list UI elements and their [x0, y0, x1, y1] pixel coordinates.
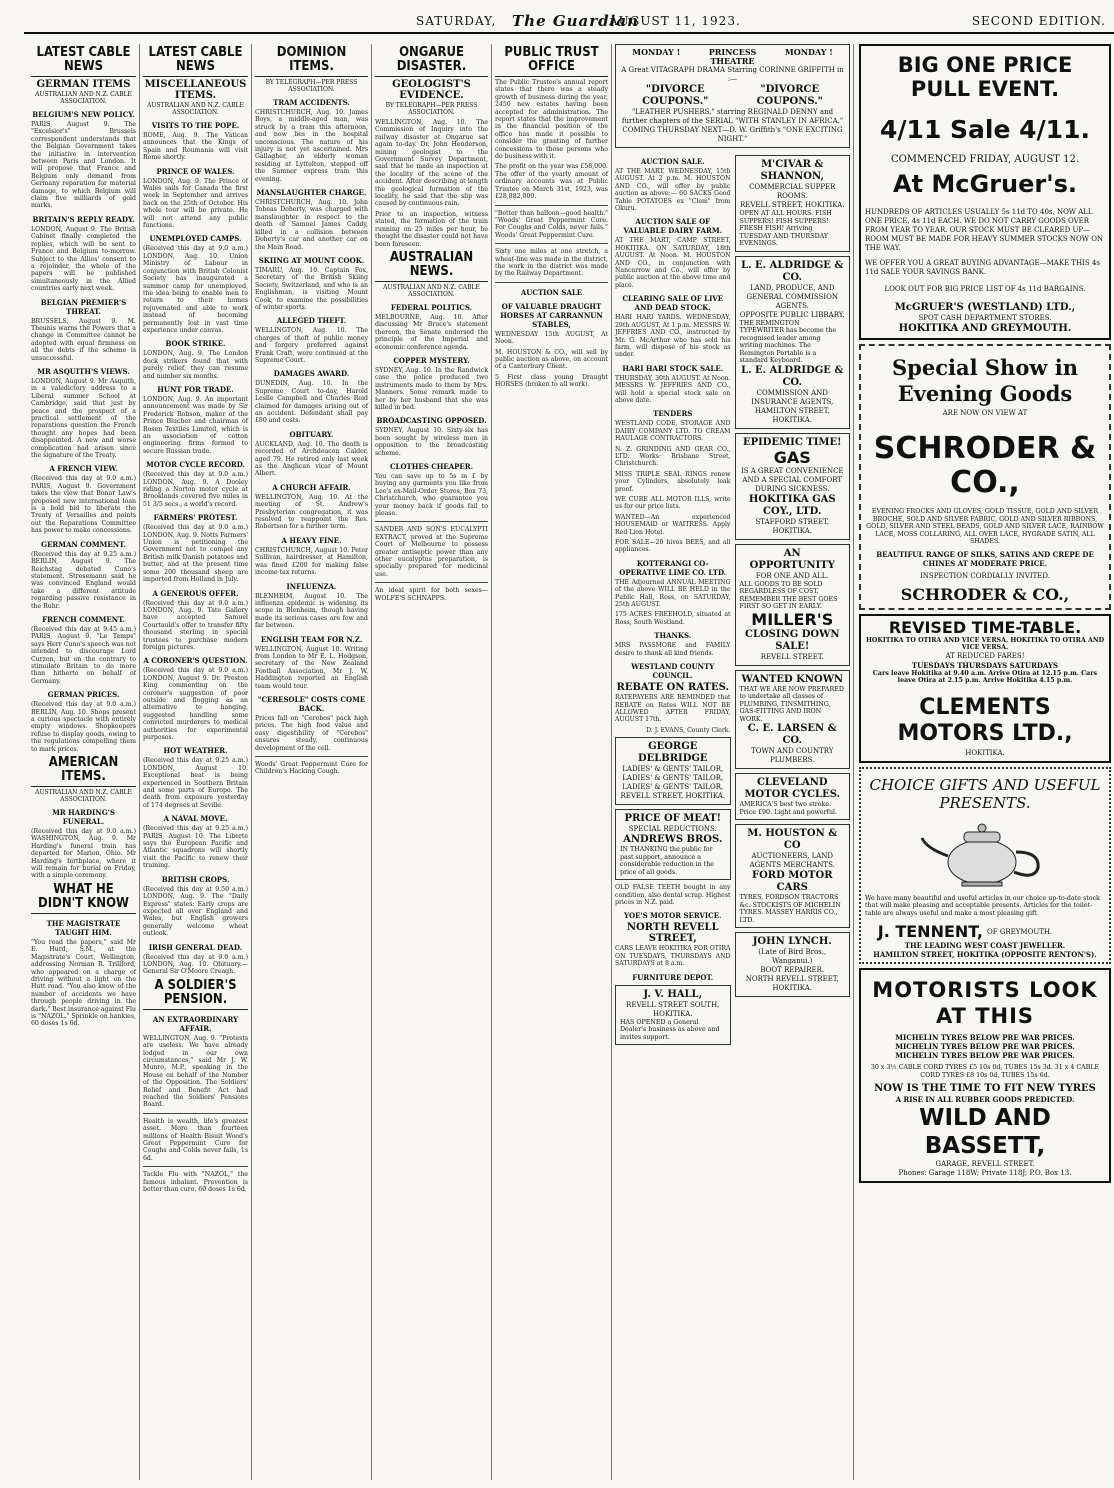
col1-s1: BELGIUM'S NEW POLICY. — [32, 110, 135, 119]
schroder-firm: SCHRODER & CO., — [873, 431, 1097, 500]
col3-s8: A HEAVY FINE. — [281, 535, 342, 545]
col3-s3: SKIING AT MOUNT COOK. — [258, 255, 365, 265]
schroder-ad — [859, 344, 1111, 610]
col1-s2: BRITAIN'S REPLY READY. — [32, 214, 135, 224]
rubber-rise: A RISE IN ALL RUBBER GOODS PREDICTED. — [895, 1095, 1075, 1104]
masthead — [24, 10, 1114, 34]
a14-sig: D. J. EVANS, County Clerk. — [646, 726, 731, 734]
meat-text: IN THANKING the public for past support, announce a considerable reduction in the price of all goods. — [620, 846, 715, 876]
col2-rule2 — [143, 1166, 248, 1167]
column-3 — [252, 44, 372, 1480]
mcivor-addr: REVELL STREET, HOKITIKA. — [739, 201, 845, 209]
col2-t2: LONDON, Aug. 9. The Prince of Wales sails for Canada the first week in September and arrives back on the 25th of October. His whole tour will be private. He will not attend any public functions. — [143, 177, 248, 230]
motorists-title: MOTORISTS LOOK AT THIS — [872, 978, 1098, 1028]
col1-s9: MR HARDING'S FUNERAL. — [52, 808, 115, 827]
col4-t3: MELBOURNE, Aug. 10. After discussing Mr Bruce's statement thereon, the Senate endorsed the principle of the Imperial and economic conference agenda. — [375, 313, 488, 351]
col5-t3: "Better than balloon—good health." "Woods' Great Peppermint Cure. For Coughs and Colds, never fails." Woods' Great Peppermint Cure. — [495, 209, 608, 239]
lynch-name: JOHN LYNCH. — [752, 936, 832, 947]
col1-head: LATEST CABLE NEWS — [31, 46, 136, 77]
col2-s6: MOTOR CYCLE RECORD. — [145, 460, 245, 470]
column-4 — [372, 44, 492, 1480]
cycle-head: CLEVELAND MOTOR CYCLES. — [744, 777, 841, 800]
col5-rule — [495, 205, 608, 206]
millers-sub: FOR ONE AND ALL. — [755, 571, 829, 580]
col2-rule — [143, 1113, 248, 1114]
a13-head: THANKS. — [654, 631, 692, 641]
col5-head: PUBLIC TRUST OFFICE — [495, 46, 608, 77]
hall-text: HAS OPENED a General Dealer's business as above and invites support. — [620, 1018, 720, 1041]
col4-credit2: AUSTRALIAN AND N.Z. CABLE ASSOCIATION. — [383, 283, 480, 298]
col2-s1: VISITS TO THE POPE. — [151, 121, 240, 130]
mcgruer-at: At McGruer's. — [893, 170, 1077, 198]
col1-t4: LONDON, August 9. Mr Asquith, in a valedictory address to a Liberal summer School at Cambridge, said that just by peace and the prospect of a practical settlement of the reparations question the French thought any hopes had been disappointed. A new and worse complication had arisen since the signature of the Treaty. — [31, 377, 136, 460]
larsen-name: C. E. LARSEN & CO. — [747, 723, 837, 746]
wild-bassett-addr: GARAGE, REVELL STREET. — [935, 1160, 1035, 1168]
mcgruer-firm: McGRUER'S (WESTLAND) LTD., — [894, 302, 1076, 313]
clements-town: HOKITIKA. — [965, 748, 1005, 757]
theatre-line2: "LEATHER PUSHERS," starring REGINALD DENNY and further chapters of the SERIAL "WITH STANLEY IN AFRICA." — [621, 108, 844, 125]
mcgruer-ad — [859, 44, 1111, 340]
col2-t6: (Received this day at 9.0 a.m.) LONDON, Aug. 9. A Dooley riding a Norton motor cycle at Brooklands covered five miles in 51 3/5 secs., a world's record. — [143, 471, 248, 508]
a3-head: CLEARING SALE OF LIVE AND DEAD STOCK. — [622, 294, 724, 313]
col5-s1: OF VALUABLE DRAUGHT HORSES AT CARRANNUN STABLES, — [500, 301, 603, 329]
col5-rule3 — [495, 282, 608, 283]
col2-t4: LONDON, Aug. 9. The London dock strikers found that with purely relief, they can resume and number six months. — [143, 350, 248, 380]
col3-s6: OBITUARY. — [289, 429, 334, 439]
col1-s5: A FRENCH VIEW. — [49, 464, 118, 474]
mcivor-text: OPEN AT ALL HOURS. FISH SUPPERS! FISH SUPPERS! FRESH FISH! Arriving TUESDAY AND THURSDAY EVENINGS. — [739, 210, 832, 247]
tyre-prices: 30 x 3½ CABLE CORD TYRES £5 10s 0d, TUBES 15s 3d. 31 x 4 CABLE CORD TYRES £8 10s 0d, TUBES 15s 6d. — [870, 1064, 1100, 1079]
larsen-head: WANTED KNOWN — [741, 673, 844, 685]
clements-times: Cars leave Hokitika at 9.40 a.m. Arrive Otira at 12.15 p.m. Cars leave Otira at 2.15 p.m. Arrive Hokitika 4.15 p.m. — [872, 669, 1098, 684]
col3-s4: ALLEGED THEFT. — [276, 316, 347, 326]
col3-t2: CHRISTCHURCH, Aug. 10. John Tobeas Doherty, was charged with manslaughter in respect to the death of Samuel James Caddy, killed in a collision between Doherty's car and another car on the Main Road. — [255, 199, 368, 251]
tennent-addr: HAMILTON STREET, HOKITIKA (OPPOSITE RENTON'S). — [873, 950, 1097, 959]
col2-s5: HUNT FOR TRADE. — [157, 384, 234, 394]
col2-s7: FARMERS' PROTEST. — [153, 513, 238, 523]
theatre-line3: COMING THURSDAY NEXT—D. W. Griffith's "ONE EXCITING NIGHT." — [622, 126, 843, 143]
col1-t5: (Received this day at 9.0 a.m.) PARIS, August 9. Government takes the view that Bonar Law's proposed new international loan is a bold bid to liberate the Treaty of Versailles and points out the Reparations Committee has power to make concessions. — [31, 475, 136, 535]
col4-credit: BY TELEGRAPH—PER PRESS ASSOCIATION. — [385, 102, 478, 116]
col4-s4: CLOTHES CHEAPER. — [389, 462, 474, 471]
masthead-edition: SECOND EDITION. — [971, 14, 1106, 28]
col2-head2: A SOLDIER'S PENSION. — [143, 979, 248, 1010]
col2-s12: BRITISH CROPS. — [161, 874, 230, 884]
col1-s7: FRENCH COMMENT. — [42, 614, 125, 624]
mcgruer-towns: HOKITIKA AND GREYMOUTH. — [898, 323, 1072, 334]
col2-t5: LONDON, Aug. 9. An important announcement was made by Sir Frederick Robson, maker of the Prince Blucher and chairman of Rosen Textiles Limited, which is an association of cotton engineering firms formed to secure Russian trade. — [143, 395, 248, 455]
col1-head2: AMERICAN ITEMS. — [31, 756, 136, 787]
a6-text: N. Z. GRINDING AND GEAR CO., LTD. Works: Brisbane Street, Christchurch. — [615, 445, 731, 468]
a1-text: AT THE MART. WEDNESDAY, 15th AUGUST. At 2 p.m. M. HOUSTON AND CO., will offer by public auction as above:— 60 SACKS Good Table POTATOES ex "Clem" from Okuru. — [615, 168, 731, 213]
col1-t2: LONDON, August 9. The British Cabinet finally completed the replies, which will be sent to France and Belgium to-morrow. Subject to the Allies' consent to a rejoinder, the whole of the papers will be published simultaneously in the Allied countries early next week. — [31, 225, 136, 293]
houston-name: M. HOUSTON & CO — [747, 828, 838, 851]
col1-t3: BRUSSELS, August 9. M. Theunis warns the Powers that a change in Committee cannot be adopted with equal firmness on all the debts if the scheme is unsuccessful. — [31, 317, 136, 362]
schroder-body: EVENING FROCKS AND GLOVES, GOLD TISSUE, GOLD AND SILVER BROCHE, SOLD AND SILVER FABRIC, GOLD AND SILVER RIBBONS, GOLD, SILVER AND STEEL BEADS, GOLD AND SILVER LACE, RAINBOW LACE, MOSS COLLARING, ALL OVER LACE, HYGRADE SATIN, ALL SHADES. — [866, 508, 1104, 545]
col2-s8: A GENEROUS OFFER. — [152, 588, 239, 598]
meat-name: ANDREWS BROS. — [623, 834, 723, 846]
theatre-left: MONDAY ! — [632, 47, 681, 57]
col3-t9: BLENHEIM, August 10. The influenza epidemic is widening its scope in Blenheim, though having made its serious cases are few and far between. — [255, 592, 368, 630]
mcgruer-look: LOOK OUT FOR BIG PRICE LIST OF 4s 11d BARGAINS. — [884, 285, 1086, 293]
col1-s4: MR ASQUITH'S VIEWS. — [37, 366, 130, 376]
col4-rule2 — [375, 582, 488, 583]
a4-head: HARI HARI STOCK SALE. — [622, 363, 724, 373]
col4-t8: An ideal spirit for both sexes—WOLFE'S SCHNAPPS. — [375, 587, 488, 602]
col3-s1: TRAM ACCIDENTS. — [273, 98, 350, 107]
wild-bassett-phone: Phones: Garage 118W; Private 118J; P.O. Box 13. — [898, 1169, 1072, 1177]
wild-bassett-ad — [859, 968, 1111, 1183]
col6-split — [615, 152, 850, 1049]
michelin-line-2: MICHELIN TYRES BELOW PRE WAR PRICES. — [895, 1042, 1075, 1051]
lynch-sub: (Late of Bird Bros., Wanganui.) — [758, 948, 827, 965]
col5-t1: The Public Trustee's annual report states that there was a steady growth of business during the year, 2450 new estates having been accepted for administration. The report states that the improvement in the financial position of the office has made it possible to consider the granting of further concessions to those persons who do business with it. — [495, 79, 608, 161]
col3-t6: AUCKLAND, Aug. 10. The death is recorded of Archdeacon Calder, aged 79. He retired only last week as the Anglican vicar of Mount Albert. — [255, 440, 368, 478]
col2-s3: UNEMPLOYED CAMPS. — [149, 234, 242, 244]
col2-t12: (Received this day at 9.50 a.m.) LONDON, Aug. 9. The "Daily Express" states: Early crops are expected all over England and Wales, but English growers generally welcome wheat outlook. — [143, 885, 248, 938]
col3-t4: WELLINGTON, Aug. 10. The charges of theft of public money and forgery preferred against Frank Craft, were continued at the Supreme Court. — [255, 327, 368, 364]
schroder-sub3: INSPECTION CORDIALLY INVITED. — [920, 571, 1050, 580]
clements-days: TUESDAYS THURSDAYS SATURDAYS — [911, 660, 1059, 670]
mcgruer-date: COMMENCED FRIDAY, AUGUST 12. — [890, 154, 1080, 165]
col3-t5: DUNEDIN, Aug. 10. In the Supreme Court to-day, Harold Leslie Campbell and Charles Reid claimed for damages arising out of an accident. Defendant shall pay £80 and costs. — [255, 380, 368, 425]
col4-t5: SYDNEY, August 10. Sixty-six has been sought by wireless men in opposition to the broadcasting scheme. — [375, 427, 488, 457]
col2-t13: (Received this day at 9.0 a.m.) LONDON, Aug. 10. Obituary.—General Sir O'Moore Creagh. — [143, 953, 248, 976]
col3-t11: Prices fall on "Cerebos" pack high prices. The high food value and easy digestibility of "Cerebos" ensures steady, continuous development of the cell. — [255, 714, 368, 752]
col5-t2: The profit on the year was £58,000. The offer of the yearly amount of ordinary accounts was at Public Trustee on March 31st, 1923, was £28,882,000. — [495, 163, 608, 201]
gold-teeth-text: OLD FALSE TEETH bought in any condition, also dental scrap. Highest prices in N.Z. paid. — [615, 884, 731, 906]
col3-s10: ENGLISH TEAM FOR N.Z. — [260, 634, 363, 644]
col5-t6: M. HOUSTON & CO., will sell by public auction as above, on account of a Canterbury Client. — [495, 348, 608, 371]
wild-bassett-name: WILD AND BASSETT, — [919, 1105, 1051, 1159]
a14-head: WESTLAND COUNTY COUNCIL. — [631, 662, 715, 681]
schroder-title: Special Show in Evening Goods — [892, 355, 1078, 406]
clements-title: REVISED TIME-TABLE. — [888, 617, 1082, 637]
col1-credit: AUSTRALIAN AND N.Z. CABLE ASSOCIATION. — [35, 91, 132, 105]
col2-t8: (Received this day at 9.0 a.m.) LONDON, Aug. 9. Tate Gallery have accepted Samuel Courtauld's offer to transfer fifty thousand sterling in special trustees to purchase modern foreign pictures. — [143, 599, 248, 651]
col3-s11: "CERESOLE" COSTS COME BACK. — [257, 694, 366, 713]
col2-t7: (Received this day at 9.0 a.m.) LONDON, Aug. 9. Notts Farmers' Union is petitioning the Government not to compel any British milk Danish potatoes and butter, and at the present time some 200 thousand sheep are imported from Holland in July. — [143, 524, 248, 584]
cycle-ad — [735, 773, 851, 820]
gas-text: IS A GREAT CONVENIENCE AND A SPECIAL COMFORT DURING SICKNESS. — [740, 466, 844, 493]
houston-sub: AUCTIONEERS, LAND AGENTS MERCHANTS. — [749, 852, 835, 869]
mcgruer-offer: WE OFFER YOU A GREAT BUYING ADVANTAGE—MAKE THIS 4s 11d SALE YOUR SAVINGS BANK. — [865, 259, 1101, 276]
gas-head: EPIDEMIC TIME! — [742, 436, 842, 448]
a1-head: AUCTION SALE. — [640, 157, 705, 166]
col3-t3: TIMARU, Aug. 10. Captain Fox, Secretary of the British Skiing Society, Switzerland, and who is an Englishman, is visiting Mount Cook, to examine the possibilities of winter sports. — [255, 266, 368, 311]
col3-s7: A CHURCH AFFAIR. — [272, 482, 351, 492]
gas-company: HOKITIKA GAS COY., LTD. — [748, 493, 836, 517]
col6-right — [735, 152, 851, 1049]
col4-s1: FEDERAL POLITICS. — [390, 302, 473, 312]
col2-t9: (Received this day at 9.0 a.m.) LONDON, August 9. Dr. Preston King commenting on the coroner's suggestion of poor outside and flogging as an alternative to hanging, suggested handling some convicted murderers to medical authorities for experimental purposes. — [143, 667, 248, 741]
col5-t7: 5 First class young Draught HORSES (broken to all work). — [495, 373, 608, 389]
a7-text: MISS TRIPLE SEAL RINGS renew your Cylinders, absolutely leak proof. — [615, 470, 731, 493]
theatre-ad — [615, 44, 850, 148]
col1-head3: WHAT HE DIDN'T KNOW — [31, 883, 136, 914]
aldridge-sub: LAND, PRODUCE, AND GENERAL COMMISSION AGENTS. — [746, 283, 838, 310]
hall-ad — [615, 985, 731, 1046]
a14-sub: REBATE ON RATES. — [616, 682, 729, 694]
hall-addr: REVELL STREET SOUTH, HOKITIKA. — [626, 1000, 720, 1018]
service-head: YOE'S MOTOR SERVICE. — [624, 911, 722, 921]
tennent-town: OF GREYMOUTH. — [987, 927, 1053, 936]
col1-t8: (Received this day at 9.0 a.m.) BERLIN, Aug. 10. Shops present a curious spectacle with entirely empty windows. Shopkeepers refuse to display goods, owing to the regulations compelling them to mark prices. — [31, 701, 136, 753]
delbridge-addr: REVELL STREET, HOKITIKA. — [620, 792, 726, 801]
col3-t1: CHRISTCHURCH, Aug. 10. James Boys, a middle-aged man, was struck by a tram this afternoon, and now lies in the hospital unconscious. The nature of his injury is not yet ascertained. Mrs Gallagher, an elderly woman residing at Lyttelton, stepped off the Sumner express tram this evening. — [255, 109, 368, 183]
col2-head: LATEST CABLE NEWS — [143, 46, 248, 77]
col3-s9: INFLUENZA. — [286, 581, 337, 591]
col4-t1: WELLINGTON, Aug. 10. The Commission of Inquiry into the railway disaster at Ongarue sat again to-day. Dr. John Henderson, mining geologist to the Government Survey Department, said that he made an inspection at the locality of the scene of the accident. After describing at length the geological formation of the locality, he said that the slip was caused by continuous rain. — [375, 119, 488, 208]
a5-head: TENDERS — [653, 409, 693, 419]
a4-text: THURSDAY, 30th AUGUST. At Noon. MESSRS W. JEFFRIES AND CO., will hold a special stock sale on above date. — [615, 374, 731, 404]
theatre-line1: A Great VITAGRAPH DRAMA Starring CORINNE GRIFFITH in :— — [621, 66, 844, 83]
col3-s5: DAMAGES AWARD. — [273, 369, 350, 379]
a11-text: THE Adjourned ANNUAL MEETING of the above WILL BE HELD in the Public Hall, Ross, on SATURDAY, 25th AUGUST. — [615, 578, 731, 609]
service-sub: NORTH REVELL STREET, — [626, 922, 719, 945]
col4-t6: You can save up to 5s in £ by buying any garments you like from Lee's ex-Mail-Order Stores, Box 73, Christchurch, who guarantee you your money back if goods fail to please. — [375, 473, 488, 518]
col4-head2: AUSTRALIAN NEWS. — [375, 251, 488, 282]
mcivor-name: M'CIVAR & SHANNON, — [760, 159, 824, 182]
col1-t10: "You read the papers," said Mr E. Hurd, S.M., at the Magistrate's Court, Wellington, addressing Norman R. Trillford, who appeared on a charge of driving without a light on the Hutt road. "You also know of the number of accidents we have through people driving in the dark." Best insurance against Flu is "NAZOL." Sprinkle on hankies, 60 doses 1s 6d. — [31, 938, 137, 1028]
a13-text: MRS PASSMORE and FAMILY desire to thank all kind friends. — [615, 642, 731, 657]
col6-left — [615, 152, 731, 1049]
col2-s9: A CORONER'S QUESTION. — [143, 656, 248, 666]
furniture-head: FURNITURE DEPOT. — [632, 972, 714, 982]
houston-text: TYRES, FORDSON TRACTORS &c. STOCKISTS OF MICHELIN TYRES. MASSEY HARRIS CO., LTD. — [739, 894, 841, 924]
col3-t10: WELLINGTON, August 10. Writing from London to Mr E. L. Hodgson, secretary of the New Zealand Football Association, Mr J. W. Haddington reported an English team would tour. — [255, 645, 368, 690]
column-5 — [492, 44, 612, 1480]
clements-fares: AT REDUCED FARES! — [945, 651, 1025, 660]
col1-t6: (Received this day at 9.25 a.m.) BERLIN, August 9. The Reichstag debated Cuno's statement. Stresemann said he was convinced England would take a different attitude regarding passive resistance in the Ruhr. — [31, 550, 136, 610]
col3-t12: Woods' Great Peppermint Cure for Children's Hacking Cough. — [255, 761, 368, 776]
aldridge-sub2: COMMISSION AND INSURANCE AGENTS, — [751, 388, 834, 406]
col4-head: ONGARUE DISASTER. — [375, 46, 488, 77]
millers-name: MILLER'S — [751, 609, 834, 629]
millers-addr: REVELL STREET. — [760, 652, 824, 661]
theatre-title-right: "DIVORCE COUPONS." — [756, 84, 823, 107]
lynch-ad — [735, 932, 851, 997]
col3-t7: WELLINGTON, Aug. 10. At the meeting of St. Andrew's Presbyterian congregation, it was resolved to reappoint the Rev. Robertson for a further term. — [255, 493, 368, 531]
col2-s4: BOOK STRIKE. — [165, 339, 226, 349]
tennent-title: CHOICE GIFTS AND USEFUL PRESENTS. — [869, 775, 1101, 812]
gas-addr: STAFFORD STREET, HOKITIKA. — [755, 517, 830, 535]
service-text: CARS LEAVE HOKITIKA FOR OTIRA ON TUESDAYS, THURSDAYS AND SATURDAYS at 8 a.m. — [615, 945, 731, 968]
col5-rule2 — [495, 243, 608, 244]
mcgruer-sub: SPOT CASH DEPARTMENT STORES. — [918, 314, 1052, 322]
hall-name: J. V. HALL, — [643, 988, 703, 1000]
meat-sub: SPECIAL REDUCTIONS. — [628, 825, 717, 834]
col1-sub: GERMAN ITEMS — [36, 79, 131, 90]
col1-t9: (Received this day at 9.0 a.m.) WASHINGTON, Aug. 9. Mr Harding's funeral train has departed for Marion, Ohio. Mr Harding's birthplace, where it will remain for burial on Friday, with a simple ceremony. — [31, 828, 136, 880]
column-2 — [140, 44, 252, 1480]
tennent-ad — [859, 767, 1111, 965]
clements-name: CLEMENTS MOTORS LTD., — [897, 694, 1073, 746]
aldridge-addr: OPPOSITE PUBLIC LIBRARY. — [739, 310, 845, 319]
masthead-title: The Guardian — [512, 12, 639, 30]
col4-s2: COPPER MYSTERY. — [393, 355, 470, 365]
clements-sub: HOKITIKA TO OTIRA AND VICE VERSA. HOKITIKA TO OTIRA AND VICE VERSA. — [865, 636, 1105, 651]
col4-t2: Prior to an inspection, witness stated, the formation of the train running on 25 miles per hour, he thought the disaster could not have been foreseen. — [375, 210, 488, 248]
michelin-line-1: MICHELIN TYRES BELOW PRE WAR PRICES. — [895, 1033, 1075, 1042]
lynch-addr: NORTH REVELL STREET, HOKITIKA. — [745, 975, 839, 992]
col2-s10: HOT WEATHER. — [163, 746, 228, 756]
col5-t5: WEDNESDAY 15th AUGUST, At Noon. — [495, 330, 608, 346]
cycle-text: AMERICA'S best two stroke. Price £90. Light and powerful. — [739, 801, 838, 816]
delbridge-line: LADIES' & GENTS' TAILOR, — [622, 765, 724, 774]
houston-ford: FORD MOTOR CARS — [751, 870, 833, 893]
clements-ad — [859, 614, 1111, 763]
col1-credit2: AUSTRALIAN AND N.Z. CABLE ASSOCIATION. — [35, 789, 132, 804]
col3-credit: BY TELEGRAPH—PER PRESS ASSOCIATION. — [265, 79, 358, 93]
col4-s3: BROADCASTING OPPOSED. — [376, 416, 487, 426]
aldridge-ad — [735, 256, 851, 429]
millers-ad — [735, 544, 851, 666]
col2-t15: Health is wealth, life's greatest asset. More than fourteen millions of Health Bisuit Wood's Great Peppermint Cure for Coughs and Colds never fails, 1s 6d. — [143, 1117, 248, 1162]
col4-t7: SANDER AND SON'S EUCALYPTI EXTRACT, proved at the Supreme Court of Melbourne to possess greater antiseptic power than any other eucalyptus preparation, is specially prepared for medicinal use. — [375, 526, 488, 578]
lynch-text: BOOT REPAIRER. — [760, 966, 825, 974]
col2-credit: AUSTRALIAN AND N.Z. CABLE ASSOCIATION. — [147, 102, 244, 116]
larsen-sub: TOWN AND COUNTRY PLUMBERS. — [751, 747, 834, 764]
aldridge-text: THE REMINGTON TYPEWRITER has become the recognised leader among writing machines. The Remington Portable is a standard Keyboard. — [739, 319, 837, 364]
col3-t8: CHRISTCHURCH, August 10. Peter Sullivan, hairdresser, at Hamilton, was fined £200 for making false income tax returns. — [255, 546, 368, 577]
col2-t11: (Received this day at 9.25 a.m.) PARIS, August 10. The Liberte says the European Pacific and Atlantic squadrons will shortly visit the Pacific to renew their training. — [143, 825, 248, 870]
col2-t3: (Received this day at 9.0 a.m.) LONDON, Aug. 10. Union Ministry of Labour in conjunction with British Colonist Society has inaugurated a summer camp for unemployed, the idea being to enable men to return to their homes rejuvenated and able to work instead of becoming permanently lost in vast time experience under canvas. — [143, 245, 248, 334]
delbridge-name: GEORGE DELBRIDGE — [637, 741, 708, 765]
theatre-right: MONDAY ! — [784, 47, 833, 57]
mcgruer-body: HUNDREDS OF ARTICLES USUALLY 5s 11d TO 40s, NOW ALL ONE PRICE, 4s 11d EACH. WE DO NOT CARRY GOODS OVER FROM YEAR TO YEAR. OUR STOCK MUST BE CLEARED UP—ROOM MUST BE MADE FOR HEAVY SUMMER STOCKS NOW ON THE WAY. — [865, 208, 1104, 252]
delbridge-line: LADIES' & GENTS' TAILOR, — [622, 774, 724, 783]
col2-s14: AN EXTRAORDINARY AFFAIR. — [152, 1014, 239, 1033]
millers-sale: CLOSING DOWN SALE! — [744, 628, 840, 652]
michelin-line-3: MICHELIN TYRES BELOW PRE WAR PRICES. — [895, 1051, 1075, 1060]
col2-s13: IRISH GENERAL DEAD. — [148, 942, 243, 952]
a9-text: WANTED—An experienced HOUSEMAID or WAITRESS. Apply Red Lion Hotel. — [615, 513, 731, 536]
col2-t14: WELLINGTON, Aug. 9. "Protests are useless. We have already lodged in our own circumstances," said Mr J. W. Munro, M.P., speaking in the House on behalf of the Number of the Opposition. The Soldiers' Relief and Benefit Act had reached the Soldiers' Pensions Board. — [143, 1034, 248, 1109]
col2-t1: ROME, Aug. 9. The Vatican announces that the Kings of Spain and Roumania will visit Rome shortly. — [143, 132, 248, 162]
col1-t1: PARIS, August 9. The "Excelsior's" Brussels correspondent understands that the Belgian Government takes the initiative in intervention between Paris and London. It will propose that France and Belgium only demand from Germany reparation for material damage, to which Belgium will claim five milliards of gold marks. — [31, 121, 136, 210]
col3-rule — [255, 756, 368, 757]
schroder-firm2: SCHRODER & CO., — [900, 584, 1070, 604]
a10-text: FOR SALE—20 hives BEES, and all appliances. — [615, 539, 731, 554]
col2-s2: PRINCE OF WALES. — [156, 166, 235, 176]
col1-s6: GERMAN COMMENT. — [41, 539, 126, 549]
delbridge-line: LADIES' & GENTS' TAILOR, — [622, 783, 724, 792]
col4-sub: GEOLOGIST'S EVIDENCE. — [392, 79, 471, 101]
houston-ad — [735, 824, 851, 928]
col3-s2: MANSLAUGHTER CHARGE. — [256, 188, 367, 198]
meat-head: PRICE OF MEAT! — [624, 813, 722, 825]
aldridge-addr2: HAMILTON STREET, HOKITIKA. — [754, 406, 830, 424]
masthead-day: SATURDAY, — [416, 14, 497, 28]
a2-text: AT THE MART, CAMP STREET, HOKITIKA. ON SATURDAY, 18th AUGUST. At Noon. M. HOUSTON AND CO., in conjunction with Nancarrow and Co., will offer by public auction at the above time and place. — [615, 237, 731, 289]
aldridge-name2: L. E. ALDRIDGE & CO. — [741, 364, 844, 388]
mcivor-sub: COMMERCIAL SUPPER ROOMS. — [749, 183, 836, 200]
col2-t16: Tackle Flu with "NAZOL," the famous inhalant. Prevention is better than cure. 60 doses 1s 6d. — [143, 1171, 248, 1194]
a11-head: KOTTERANGI CO-OPERATIVE LIME CO. LTD. — [619, 558, 727, 577]
col1-t7: (Received this day at 9.45 a.m.) PARIS, August 9. "Le Temps" says Herr Cuno's speech was not intended to discourage Lord Curzon, but on the contrary to stimulate Britain to do more than hitherto on behalf of Germany. — [31, 625, 136, 685]
masthead-date: AUGUST 11, 1923. — [609, 14, 741, 28]
col2-s11: A NAVAL MOVE. — [163, 814, 228, 824]
a3-text: HARI HARI YARDS. WEDNESDAY, 29th AUGUST, At 1 p.m. MESSRS W. JEFFRIES AND CO., instructed by Mr. G. McArthur who has sold his farm, will dispose of his stock as under. — [615, 314, 731, 359]
millers-text: ALL GOODS TO BE SOLD REGARDLESS OF COST. REMEMBER THE BEST GOES FIRST SO GET IN EARLY. — [739, 580, 838, 610]
theatre-title-left: "DIVORCE COUPONS." — [642, 84, 709, 107]
gas-ad — [735, 433, 851, 540]
larsen-ad — [735, 670, 851, 770]
meat-ad — [615, 809, 731, 880]
tennent-name: J. TENNENT, — [877, 922, 983, 941]
gas-word: GAS — [773, 447, 811, 467]
tennent-body: We have many beautiful and useful articles in our choice up-to-date stock that will make pleasing and acceptable presents. Articles for the toilet-table are always useful and make a most pleasing gift. — [865, 894, 1100, 917]
col5-t4: Sixty one miles at one stretch, a wheat-line was made in the district, the work in the district was made by the Railway Department. — [495, 248, 608, 278]
millers-head: AN OPPORTUNITY — [749, 547, 835, 571]
a5-text: WESTLAND CODE, STORAGE AND DAIRY COMPANY LTD. TO CREAM HAULAGE CONTRACTORS. — [615, 420, 731, 443]
mcgruer-title: BIG ONE PRICE PULL EVENT. — [897, 53, 1073, 101]
a12-text: 175 ACRES FREEHOLD, situated at Ross, South Westland. — [615, 611, 731, 626]
fit-tyres: NOW IS THE TIME TO FIT NEW TYRES — [874, 1083, 1096, 1094]
delbridge-ad — [615, 737, 731, 805]
a8-text: WE CURE ALL MOTOR ILLS, write us for our price lists. — [615, 496, 731, 511]
col4-rule — [375, 521, 488, 522]
theatre-mid: PRINCESS THEATRE — [708, 47, 757, 66]
mcivor-ad — [735, 155, 851, 252]
col2-t10: (Received this day at 9.25 a.m.) LONDON, August 10. Exceptional heat is being experienced in Southern Britain and some parts of Europe. The death from exposure yesterday of 174 degrees at Seville. — [143, 757, 248, 809]
column-7-ads — [856, 44, 1114, 1480]
larsen-text: THAT WE ARE NOW PREPARED to undertake all classes of PLUMBING, TINSMITHING, GAS-FITTING AND IRON WORK. — [739, 685, 844, 723]
col3-head: DOMINION ITEMS. — [255, 46, 368, 77]
column-6-ads — [612, 44, 854, 1480]
schroder-sub: ARE NOW ON VIEW AT — [942, 409, 1028, 417]
aldridge-name: L. E. ALDRIDGE & CO. — [741, 259, 844, 283]
a14-text: RATEPAYERS ARE REMINDED that REBATE on Rates WILL NOT BE ALLOWED AFTER FRIDAY, AUGUST 17th. — [615, 694, 731, 724]
col1-s8: GERMAN PRICES. — [47, 690, 120, 700]
a2-head: AUCTION SALE OF VALUABLE DAIRY FARM. — [623, 217, 723, 236]
col2-sub: MISCELLANEOUS ITEMS. — [144, 79, 247, 101]
col1-s3: BELGIAN PREMIER'S THREAT. — [40, 297, 127, 316]
column-1 — [28, 44, 140, 1480]
tennent-sub: THE LEADING WEST COAST JEWELLER. — [904, 941, 1066, 950]
schroder-sub2: BEAUTIFUL RANGE OF SILKS, SATINS AND CREPE DE CHINES AT MODERATE PRICE. — [876, 549, 1094, 568]
col4-t4: SYDNEY, Aug. 10. In the Randwick case the police produced two instruments made to them by Mrs. Manners. Some remark made to her by her husband that she was killed in bed. — [375, 366, 488, 411]
col5-head2: AUCTION SALE — [520, 287, 583, 297]
teapot-illustration — [910, 818, 1060, 888]
col1-s10: THE MAGISTRATE TAUGHT HIM. — [46, 918, 121, 937]
mcgruer-sale: 4/11 Sale 4/11. — [880, 115, 1090, 144]
